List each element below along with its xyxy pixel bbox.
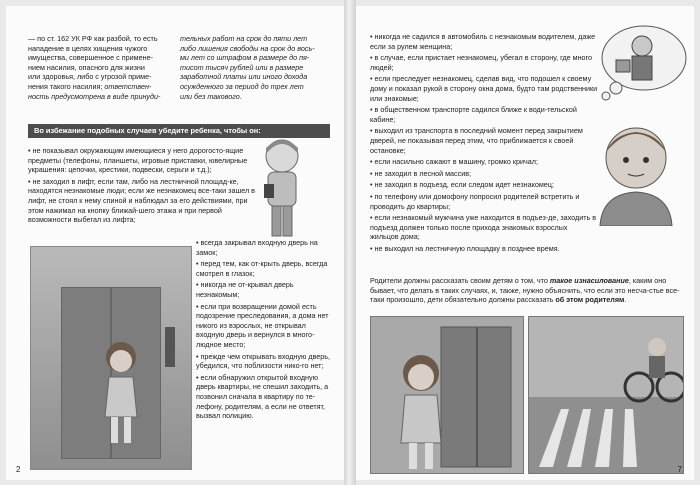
bullet-list: [370, 32, 598, 255]
text-line: нападение в целях хищения чужого: [28, 43, 148, 53]
right-page: [356, 6, 694, 480]
thought-bubble-thief-illustration: [592, 20, 688, 104]
list-item: • прежде чем открывать входную дверь, убедился, что поблизости нико-го нет;: [196, 352, 336, 371]
elevator-button-panel: [165, 327, 175, 367]
text-line: имущества, совершенное с примене-: [28, 53, 153, 63]
list-item: • никогда не от-крывал дверь незнакомым;: [196, 280, 336, 299]
list-item: • если обнаружил открытой входную дверь квартиры, не спешил заходить, а позвонил сначала в квартиру по те-лефону, родителям, а если не ответят, вызвал полицию.: [196, 373, 336, 421]
list-item: • всегда закрывал входную дверь на замок;: [196, 238, 336, 257]
list-item: • не выходил на лестничную площадку в позднее время.: [370, 244, 598, 254]
page-number: 2: [16, 465, 21, 474]
list-item: • не заходил в лесной массив;: [370, 169, 598, 179]
boy-with-phone-illustration: [252, 134, 312, 244]
text-line: нием насилия, опасного для жизни: [28, 62, 145, 72]
text-line: [28, 82, 172, 92]
list-item: • по телефону или домофону попросил родителей встретить и проводить до квартиры;: [370, 192, 598, 211]
list-item: • не заходил в лифт, если там, либо на лестничной площад-ке, находятся незнакомые люди; если же незнакомец все-таки зашел в лифт, не стоял к нему спиной и наблюдал за его действиями, при этом нажимал на кнопку ближай-шего этажа и при первой возможности выбегал из лифта;: [28, 177, 264, 225]
list-item: • если при возвращении домой есть подозрение преследования, а дома нет никого из взрослых, не открывал входную дверь и вернулся в много-людное место;: [196, 302, 336, 350]
text-line: ми лет со штрафом в размере до пя-: [180, 53, 310, 63]
section-banner: Во избежание подобных случаев убедите ребенка, чтобы он:: [28, 124, 330, 138]
text-line: или здоровья, либо с угрозой приме-: [28, 72, 152, 82]
text-line: заработной платы или иного дохода: [180, 72, 308, 82]
text-span: .: [624, 295, 627, 305]
list-item: • никогда не садился в автомобиль с незнакомым водителем, даже если за рулем женщина;: [370, 32, 598, 51]
list-item: • не заходил в подъезд, если следом идет незнакомец;: [370, 180, 598, 190]
left-column-1: [28, 34, 172, 101]
text-line: тисот тысяч рублей или в размере: [180, 62, 304, 72]
text-line: осужденного за период до трех лет: [180, 81, 304, 91]
bullet-list-door: [196, 238, 336, 423]
list-item: • если незнакомый мужчина уже находится в подъез-де, заходить в подъезд должен только после прихода знакомых взрослых жильцов дома;: [370, 213, 598, 242]
left-column-2: [180, 34, 330, 101]
text-span: Родители должны рассказать своим детям о том, что: [370, 276, 550, 285]
text-span: нения такого насилия;: [28, 81, 103, 91]
girl-at-elevator-photo: [370, 316, 524, 474]
list-item: • в общественном транспорте садился ближе к води-тельской кабине;: [370, 105, 598, 124]
left-page: [6, 6, 344, 480]
man-illustration: [588, 116, 684, 226]
text-line: ность предусмотрена в виде принуди-: [28, 91, 161, 101]
center-gutter: [344, 0, 356, 485]
page-number: 7: [677, 465, 682, 474]
girl-illustration: [101, 337, 141, 447]
crosswalk-scene: [529, 317, 683, 473]
boy-on-bicycle-photo: [528, 316, 684, 474]
elevator-scene: [371, 317, 523, 473]
list-item: • в случае, если пристает незнакомец, убегал в сторону, где много людей;: [370, 53, 598, 72]
emphasis-text: об этом родителям: [555, 295, 625, 305]
text-span: ответствен-: [104, 81, 152, 91]
text-span: , каким оно бывает, что делать в таких случаях, и, также, нужно объяснить, что если это несча-стье все-таки произошло, дети обязательно должны рассказать: [370, 276, 680, 305]
elevator-photo: [30, 246, 192, 470]
list-item: • не показывал окружающим имеющиеся у него дорогосто-ящие предметы (телефоны, планшеты, игровые приставки, ювелирные украшения: цепочки, крестики, подвески, серьги и т.д.);: [28, 146, 264, 175]
list-item: • перед тем, как от-крыть дверь, всегда смотрел в глазок;: [196, 259, 336, 278]
text-line: — по ст. 162 УК РФ как разбой, то есть: [28, 34, 158, 43]
list-item: • если преследует незнакомец, сделав вид, что подошел к своему дому и показал рукой в сторону окна дома, будто там родственники или знакомые;: [370, 74, 598, 103]
parents-paragraph: [370, 276, 682, 305]
list-item: • выходил из транспорта в последний момент перед закрытием дверей, не показывая перед этим, что приближается к своей остановке;: [370, 126, 598, 155]
text-line: или без такового.: [180, 91, 242, 101]
bullet-list: [28, 146, 264, 227]
emphasis-text: такое изнасилование: [549, 276, 629, 285]
text-line: тельных работ на срок до пяти лет: [180, 34, 308, 43]
list-item: • если насильно сажают в машину, громко кричал;: [370, 157, 598, 167]
text-line: либо лишения свободы на срок до вось-: [180, 43, 315, 53]
